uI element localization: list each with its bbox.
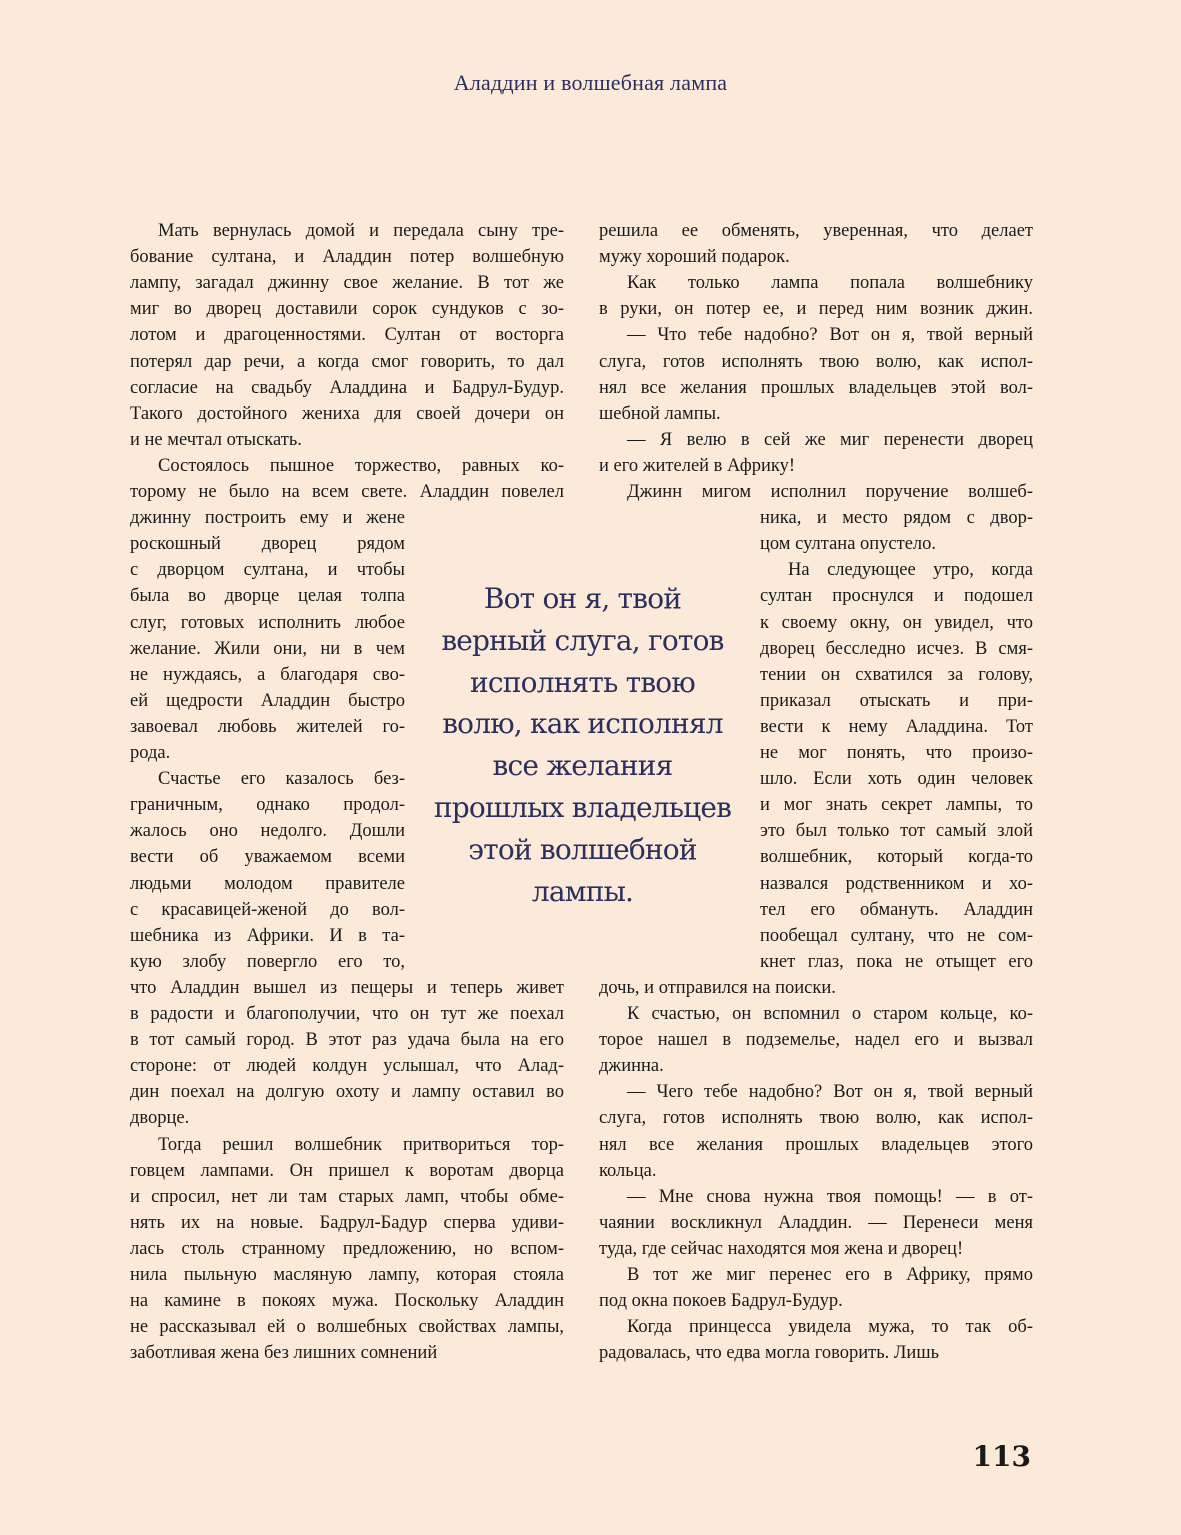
right-text-line: и его жителей в Африку! xyxy=(599,455,795,476)
pull-quote-line: исполнять твою xyxy=(470,665,695,699)
left-text-line: лампу, загадал джинну свое желание. В тот же xyxy=(130,273,564,294)
left-text-line: лотом и драгоценностями. Султан от восторга xyxy=(130,325,564,346)
right-text-line: мужу хороший подарок. xyxy=(599,247,790,268)
right-text-line: решила ее обменять, уверенная, что делает xyxy=(599,221,1033,241)
right-text-line: — Я велю в сей же миг перенести дворец xyxy=(627,429,1033,450)
right-text-line: и мог знать секрет лампы, то xyxy=(760,795,1033,816)
right-text-line: дворец бесследно исчез. В смя- xyxy=(760,638,1033,659)
right-text-line: джинна. xyxy=(599,1056,664,1077)
left-text-line: рода. xyxy=(130,743,171,763)
left-text-line: нила пыльную масляную лампу, которая стояла xyxy=(130,1265,564,1285)
right-text-line: вести к нему Аладдина. Тот xyxy=(760,716,1033,737)
left-text-line: торому не было на всем свете. Аладдин повелел xyxy=(130,482,564,502)
left-text-line: была во дворце целая толпа xyxy=(130,586,405,607)
left-text-line: не рассказывал ей о волшебных свойствах лампы, xyxy=(130,1317,564,1338)
pull-quote-line: этой волшебной xyxy=(468,832,697,866)
right-text-line: это был только тот самый злой xyxy=(760,821,1033,842)
right-text-line: туда, где сейчас находятся моя жена и дворец! xyxy=(599,1238,964,1259)
left-text-line: граничным, однако продол- xyxy=(130,795,405,816)
right-text-line: — Что тебе надобно? Вот он я, твой верный xyxy=(627,325,1033,346)
left-text-line: с красавицей-женой до вол- xyxy=(130,899,405,920)
left-text-line: ей щедрости Аладдин быстро xyxy=(130,690,405,711)
left-text-line: дин поехал на долгую охоту и лампу оставил во xyxy=(130,1082,564,1103)
running-title: Аладдин и волшебная лампа xyxy=(453,70,728,95)
right-text-line: В тот же миг перенес его в Африку, прямо xyxy=(627,1265,1033,1285)
right-text-line: Как только лампа попала волшебнику xyxy=(627,273,1033,294)
pull-quote xyxy=(430,578,735,912)
right-text-line: под окна покоев Бадрул-Будур. xyxy=(599,1291,843,1312)
left-text-line: Тогда решил волшебник притвориться тор- xyxy=(158,1134,564,1155)
right-text-line: Джинн мигом исполнил поручение волшеб- xyxy=(627,482,1033,502)
left-text-line: говцем лампами. Он пришел к воротам дворца xyxy=(130,1160,564,1181)
right-text-line: радовалась, что едва могла говорить. Лишь xyxy=(599,1343,940,1364)
left-text-line: Такого достойного жениха для своей дочери он xyxy=(130,403,564,424)
pull-quote-line: верный слуга, готов xyxy=(441,623,724,657)
left-text-line: людьми молодом правителе xyxy=(130,873,405,894)
right-text-line: На следующее утро, когда xyxy=(788,560,1033,581)
left-text-line: жалось оно недолго. Дошли xyxy=(130,821,405,842)
left-text-line: и спросил, нет ли там старых ламп, чтобы обме- xyxy=(130,1186,564,1207)
left-text-line: бование султана, и Аладдин потер волшебную xyxy=(130,247,564,268)
left-text-line: не нуждаясь, а благодаря сво- xyxy=(130,664,405,685)
left-text-line: дворце. xyxy=(130,1108,190,1129)
left-text-line: и не мечтал отыскать. xyxy=(130,429,302,450)
left-text-line: с дворцом султана, и чтобы xyxy=(130,560,405,581)
right-text-line: волшебник, который когда-то xyxy=(760,847,1033,868)
right-text-line: чаянии воскликнул Аладдин. — Перенеси меня xyxy=(599,1212,1033,1233)
left-text-line: вести об уважаемом всеми xyxy=(130,847,405,868)
page-number: 113 xyxy=(972,1440,1031,1473)
right-text-line: назвался родственником и хо- xyxy=(760,873,1033,894)
right-text-line: ника, и место рядом с двор- xyxy=(760,508,1033,529)
left-text-line: шебника из Африки. И в та- xyxy=(130,925,405,946)
right-text-line: шло. Если хоть один человек xyxy=(760,769,1033,790)
left-text-line: на камине в покоях мужа. Поскольку Аладдин xyxy=(130,1291,564,1312)
left-text-line: в тот самый город. В этот раз удача была на его xyxy=(130,1030,564,1051)
right-text-line: нял все желания прошлых владельцев этой вол- xyxy=(599,377,1033,398)
right-text-line: Когда принцесса увидела мужа, то так об- xyxy=(627,1317,1033,1338)
right-text-line: кнет глаз, пока не отыщет его xyxy=(760,951,1033,972)
left-text-line: желание. Жили они, ни в чем xyxy=(130,638,405,659)
pull-quote-line: все желания xyxy=(492,749,673,783)
pull-quote-line: Вот он я, твой xyxy=(483,582,682,615)
right-text-line: цом султана опустело. xyxy=(760,534,937,555)
left-text-line: что Аладдин вышел из пещеры и теперь живет xyxy=(130,977,564,998)
right-text-line: в руки, он потер ее, и перед ним возник джин. xyxy=(599,299,1033,320)
left-text-line: Мать вернулась домой и передала сыну тре- xyxy=(158,221,564,241)
left-text-line: слуг, готовых исполнить любое xyxy=(130,612,405,633)
left-text-line: в радости и благополучии, что он тут же поехал xyxy=(130,1004,564,1024)
left-text-line: Счастье его казалось без- xyxy=(158,769,405,790)
right-text-line: нял все желания прошлых владельцев этого xyxy=(599,1134,1033,1155)
left-text-line: джинну построить ему и жене xyxy=(130,508,405,529)
right-text-line: пообещал султану, что не сом- xyxy=(760,925,1033,946)
left-text-line: роскошный дворец рядом xyxy=(130,534,405,555)
right-text-line: — Чего тебе надобно? Вот он я, твой верный xyxy=(627,1082,1033,1103)
left-text-line: завоевал любовь жителей го- xyxy=(130,716,405,737)
left-text-line: миг во дворец доставили сорок сундуков с зо- xyxy=(130,299,564,320)
left-text-line: заботливая жена без лишних сомнений xyxy=(130,1343,438,1364)
right-text-line: к своему окну, он увидел, что xyxy=(760,612,1033,633)
right-text-line: дочь, и отправился на поиски. xyxy=(599,977,836,998)
right-text-line: шебной лампы. xyxy=(599,403,721,424)
pull-quote-line: прошлых владельцев xyxy=(433,790,732,824)
right-text-line: кольца. xyxy=(599,1160,657,1181)
left-text-line: нять их на новые. Бадрул-Бадур сперва удиви- xyxy=(130,1212,564,1233)
right-text-line: не мог понять, что произо- xyxy=(760,743,1033,763)
left-text-line: Состоялось пышное торжество, равных ко- xyxy=(158,455,564,476)
pull-quote-line: волю, как исполнял xyxy=(442,707,723,741)
left-text-line: кую злобу повергло его то, xyxy=(130,951,405,972)
right-text-line: К счастью, он вспомнил о старом кольце, ко- xyxy=(627,1004,1033,1024)
left-text-line: стороне: от людей колдун услышал, что Алад- xyxy=(130,1056,564,1077)
left-text-line: потерял дар речи, а когда смог говорить, то дал xyxy=(130,351,564,372)
right-text-line: слуга, готов исполнять твою волю, как испол- xyxy=(599,351,1033,372)
right-text-line: слуга, готов исполнять твою волю, как испол- xyxy=(599,1108,1033,1129)
right-text-line: торое нашел в подземелье, надел его и вызвал xyxy=(599,1030,1033,1051)
left-text-line: согласие на свадьбу Аладдина и Бадрул-Будур. xyxy=(130,377,564,398)
pull-quote-line: лампы. xyxy=(531,874,634,908)
right-text-line: — Мне снова нужна твоя помощь! — в от- xyxy=(627,1186,1033,1207)
right-text-line: тел его обмануть. Аладдин xyxy=(760,899,1033,920)
right-text-line: султан проснулся и подошел xyxy=(760,586,1033,607)
right-text-line: приказал отыскать и при- xyxy=(760,690,1033,711)
left-text-line: лась столь странному предложению, но вспом- xyxy=(130,1238,564,1259)
right-text-line: тении он схватился за голову, xyxy=(760,664,1033,685)
